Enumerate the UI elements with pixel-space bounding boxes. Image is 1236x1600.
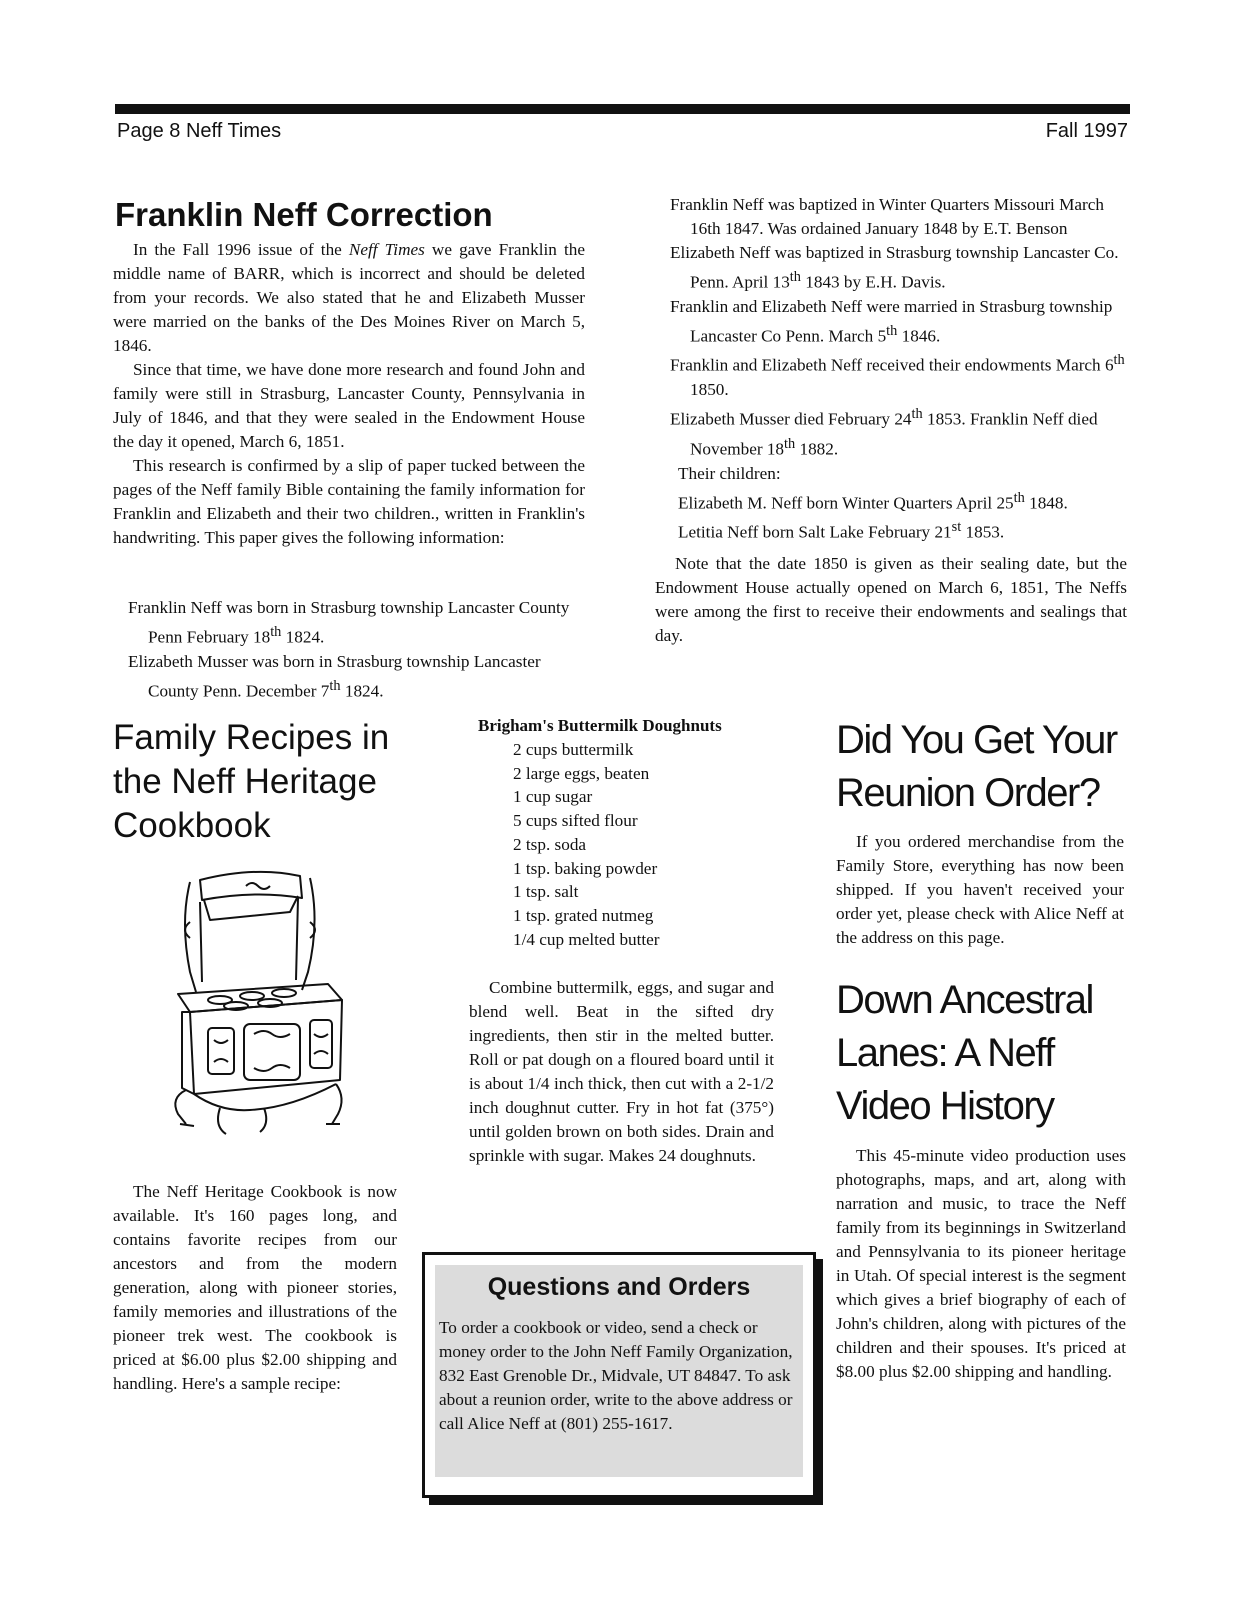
fact-item: Elizabeth Musser was born in Strasburg township Lancaster County Penn. December 7th 1824.	[128, 651, 541, 701]
reunion-body: If you ordered merchandise from the Family Store, everything has now been shipped. If you haven't received your order yet, please check with Alice Neff at the address on this page.	[836, 832, 1124, 947]
children-label: Their children:	[678, 463, 781, 483]
franklin-paragraph-1: In the Fall 1996 issue of the Neff Times we gave Franklin the middle name of BARR, which is incorrect and should be deleted from your records. We also stated that he and Elizabeth Musser were married on the banks of the Des Moines River on March 5, 1846.	[113, 240, 585, 355]
video-title: Down Ancestral Lanes: A Neff Video History	[836, 978, 1093, 1128]
fact-item: Franklin and Elizabeth Neff received their endowments March 6th 1850.	[670, 352, 1125, 400]
ingredient-item: 2 tsp. soda	[513, 834, 587, 854]
franklin-paragraph-2: Since that time, we have done more research and found John and family were still in Strasburg, Lancaster County, Pennsylvania in July of 1846, and that they were sealed in the Endowment House the day it opened, March 6, 1851.	[113, 360, 585, 451]
ingredient-item: 5 cups sifted flour	[513, 811, 638, 831]
cookbook-description: The Neff Heritage Cookbook is now available. It's 160 pages long, and contains favorite recipes from our ancestors and from the modern generation, along with pioneer stories, family memories and illustrations of the pioneer trek west. The cookbook is priced at $6.00 plus $2.00 shipping and handling. Here's a sample recipe:	[113, 1182, 397, 1393]
header-rule	[115, 104, 1130, 114]
fact-item: Franklin and Elizabeth Neff were married in Strasburg township Lancaster Co Penn. March 5th 1846.	[670, 296, 1113, 346]
franklin-article	[113, 238, 585, 550]
franklin-facts-right	[670, 193, 1128, 545]
ingredient-item: 1 tsp. baking powder	[513, 858, 658, 878]
ingredient-item: 1/4 cup melted butter	[513, 929, 660, 949]
franklin-title: Franklin Neff Correction	[115, 196, 493, 233]
recipe-title: Brigham's Buttermilk Doughnuts	[478, 716, 722, 735]
sealing-note: Note that the date 1850 is given as their sealing date, but the Endowment House actually opened on March 6, 1851, The Neffs were among the first to receive their endowments and sealings that day.	[655, 554, 1127, 645]
child-item: Letitia Neff born Salt Lake February 21st 1853.	[678, 519, 1005, 543]
reunion-title: Did You Get Your Reunion Order?	[836, 718, 1117, 815]
ingredient-item: 2 cups buttermilk	[513, 740, 634, 759]
questions-panel	[435, 1265, 803, 1477]
franklin-facts-left	[128, 596, 586, 703]
recipe	[478, 716, 778, 951]
franklin-paragraph-3: This research is confirmed by a slip of paper tucked between the pages of the Neff family Bible containing the family information for Franklin and Elizabeth and their two children., written in Franklin's handwriting. This paper gives the following information:	[113, 456, 585, 547]
issue-date: Fall 1997	[1045, 120, 1128, 142]
fact-item: Elizabeth Neff was baptized in Strasburg township Lancaster Co. Penn. April 13th 1843 by E.H. Davis.	[670, 243, 1119, 292]
ingredient-item: 1 tsp. salt	[513, 882, 579, 902]
fact-item: Elizabeth Musser died February 24th 1853. Franklin Neff died November 18th 1882.	[670, 406, 1098, 459]
stove-icon	[160, 862, 350, 1142]
stove-illustration	[160, 862, 350, 1142]
questions-title: Questions and Orders	[487, 1273, 751, 1301]
ingredient-list	[478, 738, 778, 951]
video-body: This 45-minute video production uses photographs, maps, and art, along with narration and music, to trace the Neff family from its beginnings in Switzerland and Pennsylvania to its pioneer heritage in Utah. Of special interest is the segment which gives a brief biography of each of John's children, along with pictures of the children and their spouses. It's priced at $8.00 plus $2.00 shipping and handling.	[836, 1146, 1126, 1381]
questions-box	[422, 1252, 816, 1498]
fact-item: Franklin Neff was baptized in Winter Quarters Missouri March 16th 1847. Was ordained January 1848 by E.T. Benson	[670, 195, 1104, 238]
cookbook-title: Family Recipes in the Neff Heritage Cookbook	[113, 718, 390, 845]
questions-body: To order a cookbook or video, send a check or money order to the John Neff Family Organization, 832 East Grenoble Dr., Midvale, UT 84847. To ask about a reunion order, write to the above address or call Alice Neff at (801) 255-1617.	[439, 1318, 793, 1433]
recipe-directions: Combine buttermilk, eggs, and sugar and blend well. Beat in the sifted dry ingredients, then stir in the melted butter. Roll or pat dough on a floured board until it is about 1/4 inch thick, then cut with a 2-1/2 inch doughnut cutter. Fry in hot fat (375°) until golden brown on both sides. Drain and sprinkle with sugar. Makes 24 doughnuts.	[469, 978, 774, 1165]
ingredient-item: 1 tsp. grated nutmeg	[513, 905, 654, 925]
page-label: Page 8 Neff Times	[117, 120, 282, 142]
ingredient-item: 1 cup sugar	[513, 787, 593, 807]
ingredient-item: 2 large eggs, beaten	[513, 763, 650, 783]
child-item: Elizabeth M. Neff born Winter Quarters April 25th 1848.	[678, 489, 1068, 513]
fact-item: Franklin Neff was born in Strasburg township Lancaster County Penn February 18th 1824.	[128, 598, 570, 647]
